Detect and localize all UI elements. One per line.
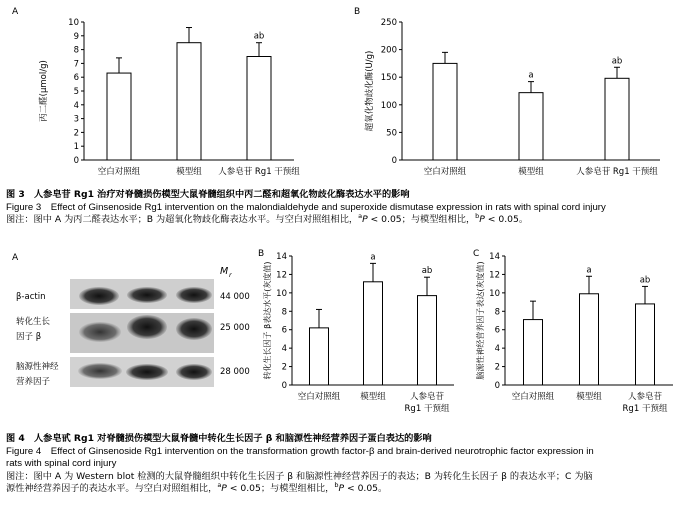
significance-label: a [586, 265, 592, 276]
y-tick-label: 4 [494, 344, 500, 355]
blot-band-bdnf-1 [78, 363, 122, 379]
y-tick-label: 9 [73, 31, 79, 42]
figure4-note-text: 源性神经营养因子的表达水平。与空白对照组相比， [6, 483, 218, 494]
figure3-chart-a [0, 0, 342, 186]
blot-band-actin-1 [79, 287, 119, 305]
panel-letter: A [12, 7, 19, 17]
bar [418, 296, 437, 385]
figure3-note-p2: P [479, 214, 485, 225]
figure4-caption [6, 433, 678, 496]
blot-mw-bdnf: 28 000 [220, 367, 250, 377]
y-tick-label: 7 [73, 59, 79, 70]
category-label: 人参皂苷 [409, 392, 445, 402]
blot-mw-tgf-beta: 25 000 [220, 323, 250, 333]
y-tick-label: 200 [380, 45, 397, 56]
panel-letter: B [354, 7, 361, 17]
figure4-western-blot [0, 246, 250, 426]
figure4-note-end: < 0.05。 [344, 483, 388, 494]
y-tick-label: 250 [380, 18, 397, 28]
y-tick-label: 10 [489, 288, 500, 299]
bar [605, 78, 629, 160]
blot-band-tgf-3 [176, 318, 212, 340]
bar [636, 304, 655, 385]
figure4-chart-c [465, 246, 684, 431]
figure3-note-end: < 0.05。 [484, 214, 529, 225]
blot-label-tgf-line2: 因子 β [16, 332, 42, 342]
figure4-note-sup-b: b [334, 480, 339, 489]
y-tick-label: 12 [276, 270, 287, 281]
figure4-note-line1: 图注：图中 A 为 Western blot 检测的大鼠脊髓组织中转化生长因子 β 和脑源性神经营养因子的表达；B 为转化生长因子 β 的表达水平；C 为脑 [6, 470, 593, 482]
figure3-note-mid: < 0.05；与模型组相比， [367, 214, 476, 225]
category-label: 人参皂苷 [627, 392, 663, 402]
category-label: 人参皂苷 Rg1 干预组 [576, 167, 658, 177]
category-label: 人参皂苷 Rg1 干预组 [218, 167, 300, 177]
bar [364, 282, 383, 385]
significance-label: ab [253, 31, 265, 42]
y-tick-label: 0 [73, 156, 79, 166]
bar [310, 328, 329, 385]
bar [519, 93, 543, 160]
y-axis-label: 丙二醛(μmol/g) [39, 60, 49, 122]
y-tick-label: 150 [380, 73, 397, 84]
panel-letter: C [473, 249, 480, 259]
y-tick-label: 6 [281, 325, 287, 336]
blot-label-bdnf-line2: 营养因子 [16, 377, 51, 387]
blot-label-bdnf-line1: 脑源性神经 [16, 362, 59, 372]
category-label: 模型组 [518, 167, 544, 177]
y-tick-label: 8 [73, 45, 79, 56]
figure4-note-p2: P [338, 483, 345, 494]
y-tick-label: 5 [73, 87, 79, 97]
figure3-caption [6, 189, 678, 227]
figure3-note-sup-a: a [358, 211, 363, 220]
mr-subscript: r [229, 271, 232, 279]
bar [580, 294, 599, 385]
figure4-note-sup-a: a [217, 480, 222, 489]
figure3-note-text: 图注：图中 A 为丙二醛表达水平；B 为超氧化物歧化酶表达水平。与空白对照组相比， [6, 214, 359, 225]
y-tick-label: 6 [494, 325, 500, 336]
y-axis-label: 脑源性神经营养因子表达(灰度值) [476, 261, 485, 380]
y-tick-label: 8 [494, 307, 500, 318]
y-tick-label: 14 [276, 252, 287, 262]
blot-band-actin-2 [127, 287, 167, 303]
significance-label: ab [421, 266, 433, 277]
category-label: Rg1 干预组 [404, 404, 450, 414]
category-label: 空白对照组 [97, 167, 141, 177]
blot-band-tgf-2 [127, 315, 167, 339]
y-tick-label: 4 [73, 100, 79, 111]
y-axis-label: 转化生长因子 β表达水平(灰度值) [263, 261, 272, 380]
figure4-chart-b [250, 246, 465, 431]
y-tick-label: 4 [281, 344, 287, 355]
figure3-caption-title: 图 3 人参皂苷 Rg1 治疗对脊髓损伤模型大鼠脊髓组织中丙二醛和超氧化物歧化酶表达水平的影响 [6, 189, 410, 200]
blot-band-bdnf-2 [126, 364, 168, 380]
significance-label: a [370, 252, 376, 263]
blot-band-tgf-1 [79, 322, 121, 342]
blot-label-tgf-line1: 转化生长 [16, 317, 51, 327]
bar [107, 73, 131, 160]
figure3-note-p1: P [362, 214, 368, 225]
mr-label: M [220, 266, 229, 277]
figure4-panel-a-letter: A [12, 253, 19, 263]
y-tick-label: 12 [489, 270, 500, 281]
y-tick-label: 0 [494, 381, 500, 391]
y-tick-label: 2 [494, 362, 500, 373]
figure4-caption-en-line2: rats with spinal cord injury [6, 458, 117, 469]
category-label: 模型组 [360, 392, 386, 402]
bar [433, 63, 457, 160]
figure4-caption-title: 图 4 人参皂甙 Rg1 对脊髓损伤模型大鼠脊髓中转化生长因子 β 和脑源性神经营养因子蛋白表达的影响 [6, 433, 432, 444]
y-tick-label: 2 [281, 362, 287, 373]
bar [177, 43, 201, 160]
figure3-caption-en: Figure 3 Effect of Ginsenoside Rg1 intervention on the malondialdehyde and superoxide dismutase expression in rats with spinal cord injury [6, 201, 606, 213]
figure3-note-sup-b: b [475, 211, 480, 220]
figure4-note-mid: < 0.05；与模型组相比， [226, 483, 335, 494]
y-tick-label: 3 [73, 114, 79, 125]
category-label: 空白对照组 [297, 392, 341, 402]
y-tick-label: 0 [391, 156, 397, 166]
figure4-caption-en-line1: Figure 4 Effect of Ginsenoside Rg1 intervention on the transformation growth factor-β and brain-derived neurotrophic factor expression in [6, 445, 594, 457]
y-tick-label: 10 [276, 288, 287, 299]
category-label: Rg1 干预组 [622, 404, 668, 414]
y-tick-label: 100 [380, 100, 397, 111]
bar [524, 320, 543, 385]
category-label: 模型组 [176, 167, 202, 177]
y-tick-label: 8 [281, 307, 287, 318]
y-tick-label: 1 [73, 142, 79, 153]
y-tick-label: 2 [73, 128, 79, 139]
significance-label: ab [639, 275, 651, 286]
category-label: 空白对照组 [511, 392, 555, 402]
y-tick-label: 50 [386, 128, 397, 139]
y-axis-label: 超氧化物歧化酶(U/g) [365, 50, 375, 132]
bar [247, 57, 271, 161]
blot-band-bdnf-3 [176, 364, 212, 380]
y-tick-label: 0 [281, 381, 287, 391]
significance-label: ab [611, 56, 623, 67]
y-tick-label: 10 [68, 18, 79, 28]
y-tick-label: 14 [489, 252, 500, 262]
category-label: 模型组 [576, 392, 602, 402]
figure3-note [6, 211, 678, 227]
figure3-chart-b [342, 0, 684, 186]
figure4-note-line2 [6, 480, 678, 496]
blot-label-beta-actin: β-actin [16, 292, 46, 302]
panel-letter: B [258, 249, 265, 259]
blot-mw-beta-actin: 44 000 [220, 292, 250, 302]
category-label: 空白对照组 [423, 167, 467, 177]
significance-label: a [528, 70, 534, 81]
blot-band-actin-3 [176, 287, 212, 303]
figure4-note-p1: P [221, 483, 227, 494]
y-tick-label: 6 [73, 73, 79, 84]
